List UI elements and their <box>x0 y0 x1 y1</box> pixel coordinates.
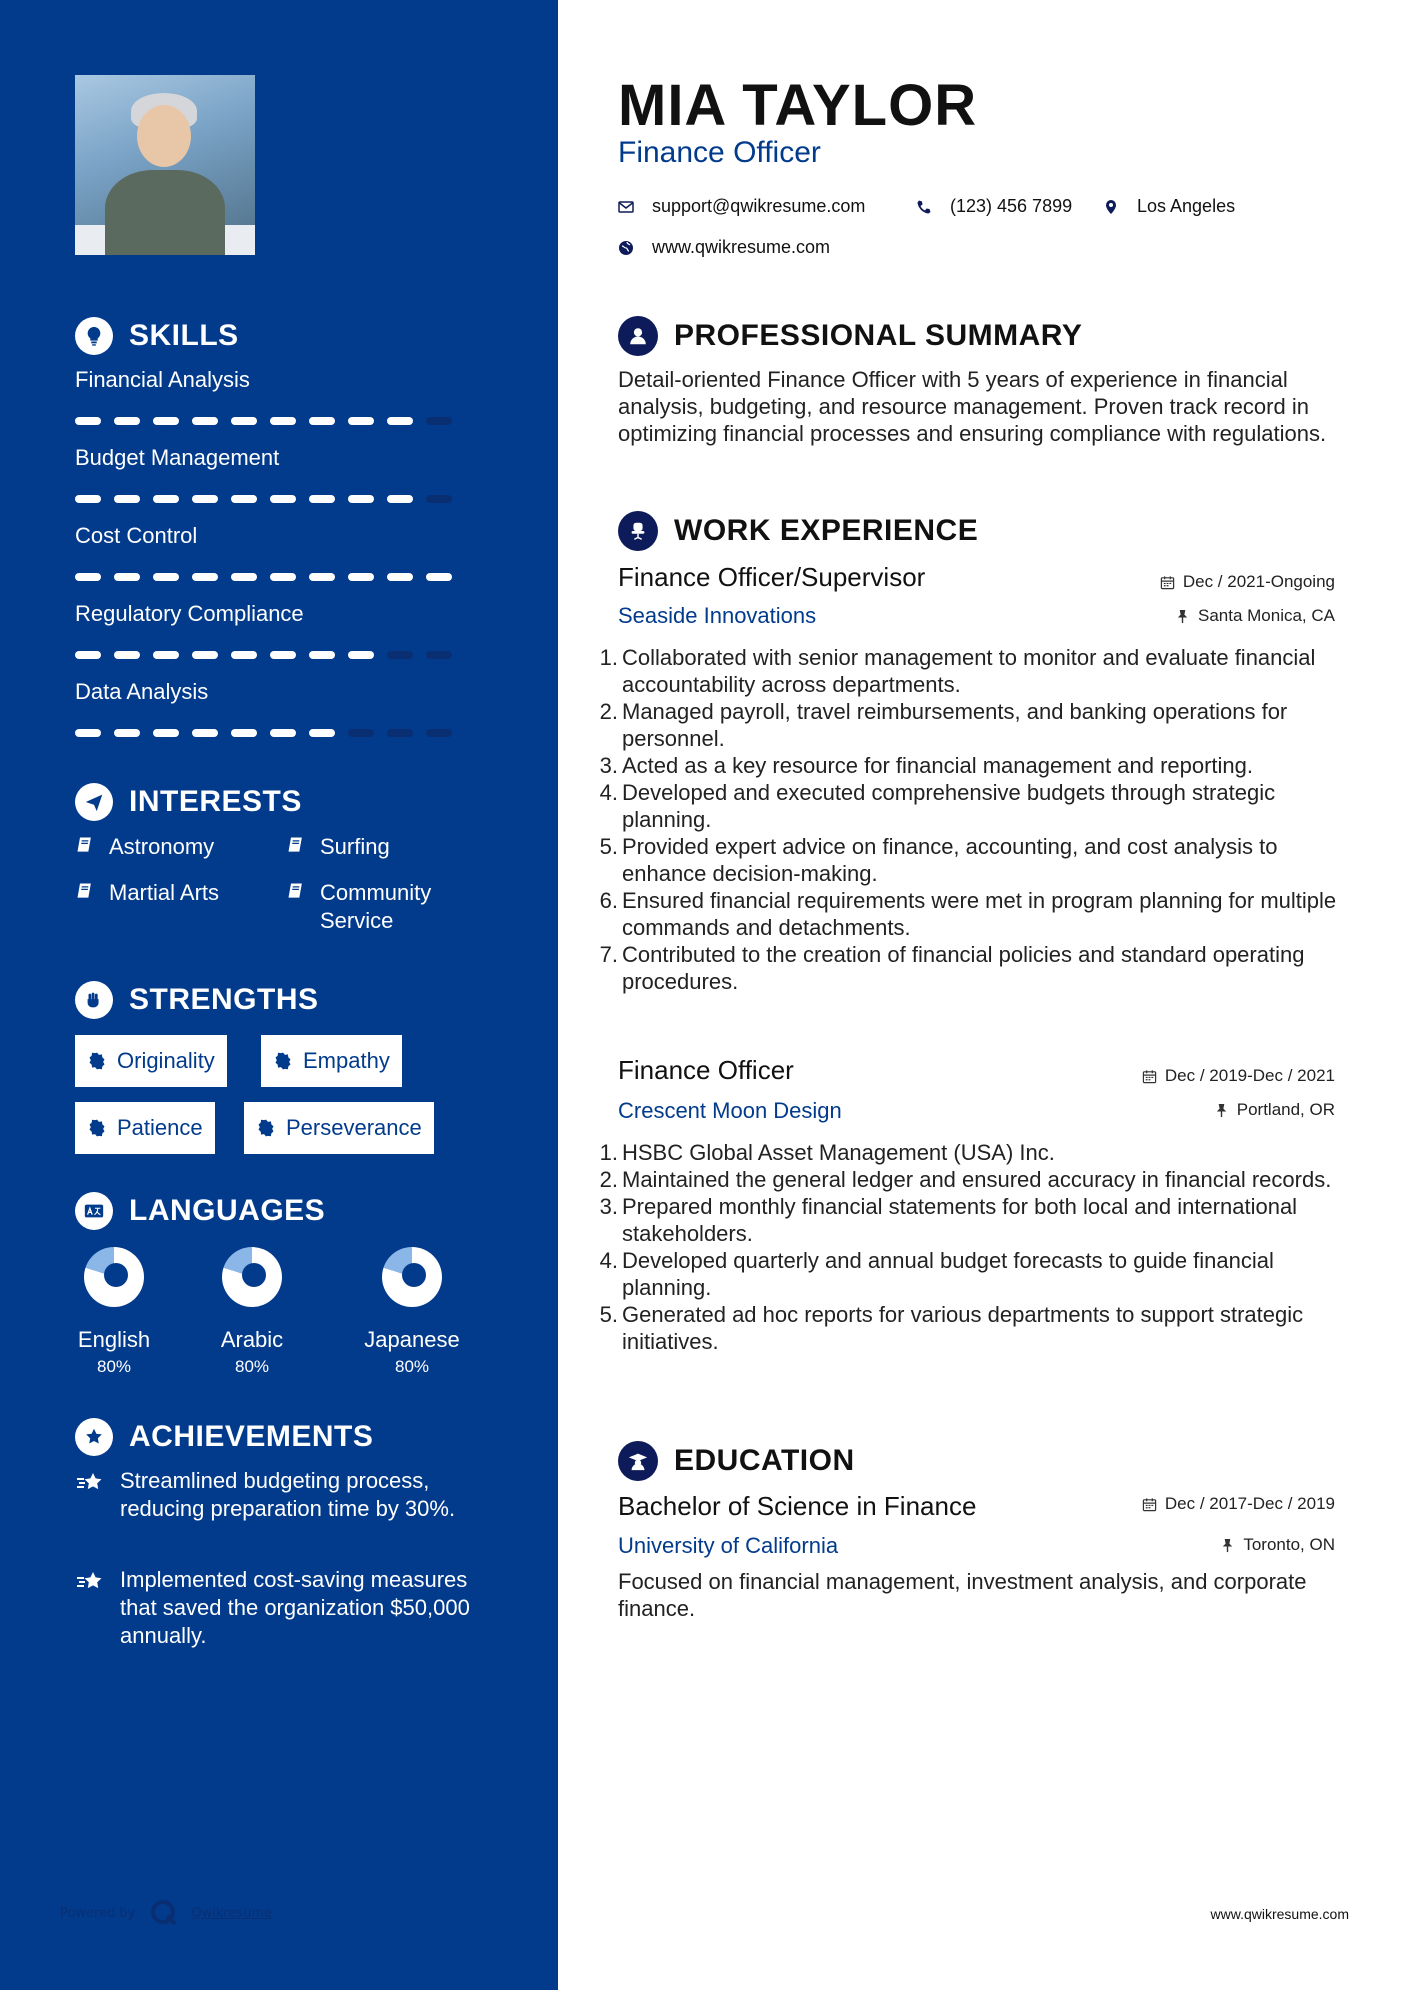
skill-dash <box>426 729 452 737</box>
strength-badge: Originality <box>75 1035 227 1087</box>
interests-header <box>75 783 302 821</box>
skill-dash <box>426 651 452 659</box>
calendar-icon <box>1160 575 1175 590</box>
list-item: 1. HSBC Global Asset Management (USA) Inc. <box>599 1140 1055 1165</box>
calendar-icon <box>1142 1497 1157 1512</box>
user-icon <box>618 316 658 356</box>
skill-dash <box>153 651 179 659</box>
languages-title: LANGUAGES <box>129 1194 326 1227</box>
skill-name: Financial Analysis <box>75 367 250 392</box>
strengths-header <box>75 981 319 1019</box>
job-responsibilities <box>598 644 1338 995</box>
envelope-icon <box>618 199 634 215</box>
education-text: Focused on financial management, investment analysis, and corporate finance. <box>618 1569 1307 1621</box>
language-item: English 80% <box>44 1247 184 1377</box>
phone-icon <box>916 199 932 215</box>
language-ring <box>382 1247 442 1307</box>
qwikresume-logo-icon <box>149 1898 179 1928</box>
skill-dash <box>348 651 374 659</box>
skill-dash <box>153 495 179 503</box>
fist-icon <box>75 981 113 1019</box>
skill-bar <box>75 573 452 581</box>
star-icon <box>75 1467 120 1523</box>
skill-dash <box>75 651 101 659</box>
skill-dash <box>114 573 140 581</box>
map-pin-icon <box>1103 199 1119 215</box>
achievement-item: Implemented cost-saving measures that saved the organization $50,000 annually. <box>75 1566 495 1650</box>
book-icon <box>286 879 310 935</box>
skill-dash <box>153 729 179 737</box>
pushpin-icon <box>1175 609 1190 624</box>
book-icon <box>75 879 99 907</box>
language-ring <box>84 1247 144 1307</box>
list-item: 5. Provided expert advice on finance, accounting, and cost analysis to enhance decision-making. <box>599 834 1278 886</box>
skill-dash <box>309 495 335 503</box>
skills-title: SKILLS <box>129 319 239 352</box>
experience-header <box>618 511 978 551</box>
interest-item: Surfing <box>286 833 470 861</box>
strength-badge: Perseverance <box>244 1102 434 1154</box>
skill-bar <box>75 651 452 659</box>
candidate-role: Finance Officer <box>618 136 821 169</box>
skill-dash <box>387 495 413 503</box>
education-title: EDUCATION <box>674 1444 855 1477</box>
footer-website[interactable]: www.qwikresume.com <box>1210 1906 1349 1922</box>
translate-icon <box>75 1192 113 1230</box>
skill-dash <box>231 729 257 737</box>
interest-item: Astronomy <box>75 833 259 861</box>
star-icon <box>75 1566 120 1650</box>
qwikresume-link[interactable]: Qwikresume <box>191 1905 273 1921</box>
skill-dash <box>387 573 413 581</box>
job-date: Dec / 2021-Ongoing <box>1160 572 1335 592</box>
education-date: Dec / 2017-Dec / 2019 <box>1142 1494 1335 1514</box>
job-location: Santa Monica, CA <box>1175 606 1335 626</box>
paper-plane-icon <box>75 783 113 821</box>
skill-dash <box>75 495 101 503</box>
pushpin-icon <box>1214 1103 1229 1118</box>
skill-name: Data Analysis <box>75 679 209 704</box>
skill-dash <box>309 729 335 737</box>
list-item: 4. Developed and executed comprehensive budgets through strategic planning. <box>599 780 1276 832</box>
seal-icon <box>256 1118 276 1138</box>
contact-email[interactable]: support@qwikresume.com <box>618 196 865 217</box>
list-item: 7. Contributed to the creation of financial policies and standard operating procedures. <box>599 942 1305 994</box>
skill-dash <box>270 495 296 503</box>
list-item: 2. Maintained the general ledger and ensured accuracy in financial records. <box>599 1167 1332 1192</box>
list-item: 6. Ensured financial requirements were met in program planning for multiple commands and detachments. <box>599 888 1337 940</box>
contact-location: Los Angeles <box>1103 196 1235 217</box>
skill-dash <box>75 729 101 737</box>
interests-title: INTERESTS <box>129 785 302 818</box>
strength-badge: Patience <box>75 1102 215 1154</box>
skill-dash <box>75 573 101 581</box>
strengths-title: STRENGTHS <box>129 983 319 1016</box>
graduate-icon <box>618 1441 658 1481</box>
skill-dash <box>426 417 452 425</box>
summary-text: Detail-oriented Finance Officer with 5 years of experience in financial analysis, budgeting, and resource management. Proven track record in optimizing financial processes and ensuring compliance with regulations. <box>618 367 1327 446</box>
skill-dash <box>348 573 374 581</box>
list-item: 1. Collaborated with senior management to monitor and evaluate financial accountability across departments. <box>599 645 1316 697</box>
book-icon <box>75 833 99 861</box>
skill-dash <box>348 729 374 737</box>
job-company: Seaside Innovations <box>618 603 817 628</box>
main-content <box>558 0 1407 1990</box>
skill-dash <box>192 495 218 503</box>
summary-header <box>618 316 1082 356</box>
skill-dash <box>231 417 257 425</box>
skill-dash <box>348 417 374 425</box>
book-icon <box>286 833 310 861</box>
seal-icon <box>273 1051 293 1071</box>
skill-bar <box>75 417 452 425</box>
skill-name: Regulatory Compliance <box>75 601 304 626</box>
skill-dash <box>309 651 335 659</box>
skill-bar <box>75 729 452 737</box>
calendar-icon <box>1142 1069 1157 1084</box>
list-item: 2. Managed payroll, travel reimbursements, and banking operations for personnel. <box>599 699 1288 751</box>
globe-icon <box>618 240 634 256</box>
skill-dash <box>270 573 296 581</box>
office-chair-icon <box>618 511 658 551</box>
sidebar <box>0 0 558 1990</box>
star-badge-icon <box>75 1418 113 1456</box>
education-header <box>618 1441 855 1481</box>
pushpin-icon <box>1220 1538 1235 1553</box>
job-location: Portland, OR <box>1214 1100 1335 1120</box>
achievements-title: ACHIEVEMENTS <box>129 1420 374 1453</box>
lightbulb-icon <box>75 317 113 355</box>
skill-dash <box>348 495 374 503</box>
interest-item: Community Service <box>286 879 470 935</box>
skill-dash <box>114 495 140 503</box>
interest-item: Martial Arts <box>75 879 259 907</box>
degree-title: Bachelor of Science in Finance <box>618 1491 977 1521</box>
skill-dash <box>309 573 335 581</box>
skill-dash <box>426 573 452 581</box>
skill-name: Budget Management <box>75 445 280 470</box>
skill-dash <box>75 417 101 425</box>
skill-dash <box>426 495 452 503</box>
skills-header <box>75 317 239 355</box>
job-date: Dec / 2019-Dec / 2021 <box>1142 1066 1335 1086</box>
job-responsibilities <box>598 1139 1338 1355</box>
languages-header <box>75 1192 325 1230</box>
list-item: 4. Developed quarterly and annual budget forecasts to guide financial planning. <box>599 1248 1274 1300</box>
skill-dash <box>231 495 257 503</box>
seal-icon <box>87 1051 107 1071</box>
skill-name: Cost Control <box>75 523 198 548</box>
school-name: University of California <box>618 1533 839 1558</box>
contact-website[interactable]: www.qwikresume.com <box>618 237 830 258</box>
job-title: Finance Officer/Supervisor <box>618 562 926 592</box>
skill-dash <box>387 651 413 659</box>
summary-title: PROFESSIONAL SUMMARY <box>674 319 1083 352</box>
contact-phone[interactable]: (123) 456 7899 <box>916 196 1072 217</box>
profile-photo <box>75 75 255 255</box>
skill-dash <box>309 417 335 425</box>
skill-dash <box>231 573 257 581</box>
skill-dash <box>270 651 296 659</box>
language-item: Arabic 80% <box>182 1247 322 1377</box>
skill-dash <box>114 729 140 737</box>
skill-dash <box>192 417 218 425</box>
job-title: Finance Officer <box>618 1055 794 1085</box>
skill-bar <box>75 495 452 503</box>
skill-dash <box>114 417 140 425</box>
skill-dash <box>270 729 296 737</box>
seal-icon <box>87 1118 107 1138</box>
experience-title: WORK EXPERIENCE <box>674 514 979 547</box>
skill-dash <box>387 417 413 425</box>
skill-dash <box>192 651 218 659</box>
education-location: Toronto, ON <box>1220 1535 1335 1555</box>
candidate-name: MIA TAYLOR <box>618 73 978 138</box>
achievement-item: Streamlined budgeting process, reducing preparation time by 30%. <box>75 1467 495 1523</box>
skill-dash <box>192 729 218 737</box>
skill-dash <box>153 417 179 425</box>
list-item: 3. Acted as a key resource for financial management and reporting. <box>599 753 1254 778</box>
language-ring <box>222 1247 282 1307</box>
list-item: 3. Prepared monthly financial statements for both local and international stakeholders. <box>599 1194 1298 1246</box>
skill-dash <box>387 729 413 737</box>
powered-by: Powered by Qwikresume <box>60 1898 272 1928</box>
language-item: Japanese 80% <box>342 1247 482 1377</box>
skill-dash <box>153 573 179 581</box>
skill-dash <box>192 573 218 581</box>
skill-dash <box>114 651 140 659</box>
skill-dash <box>231 651 257 659</box>
list-item: 5. Generated ad hoc reports for various departments to support strategic initiatives. <box>599 1302 1304 1354</box>
job-company: Crescent Moon Design <box>618 1098 842 1123</box>
strength-badge: Empathy <box>261 1035 402 1087</box>
skill-dash <box>270 417 296 425</box>
achievements-header <box>75 1418 373 1456</box>
